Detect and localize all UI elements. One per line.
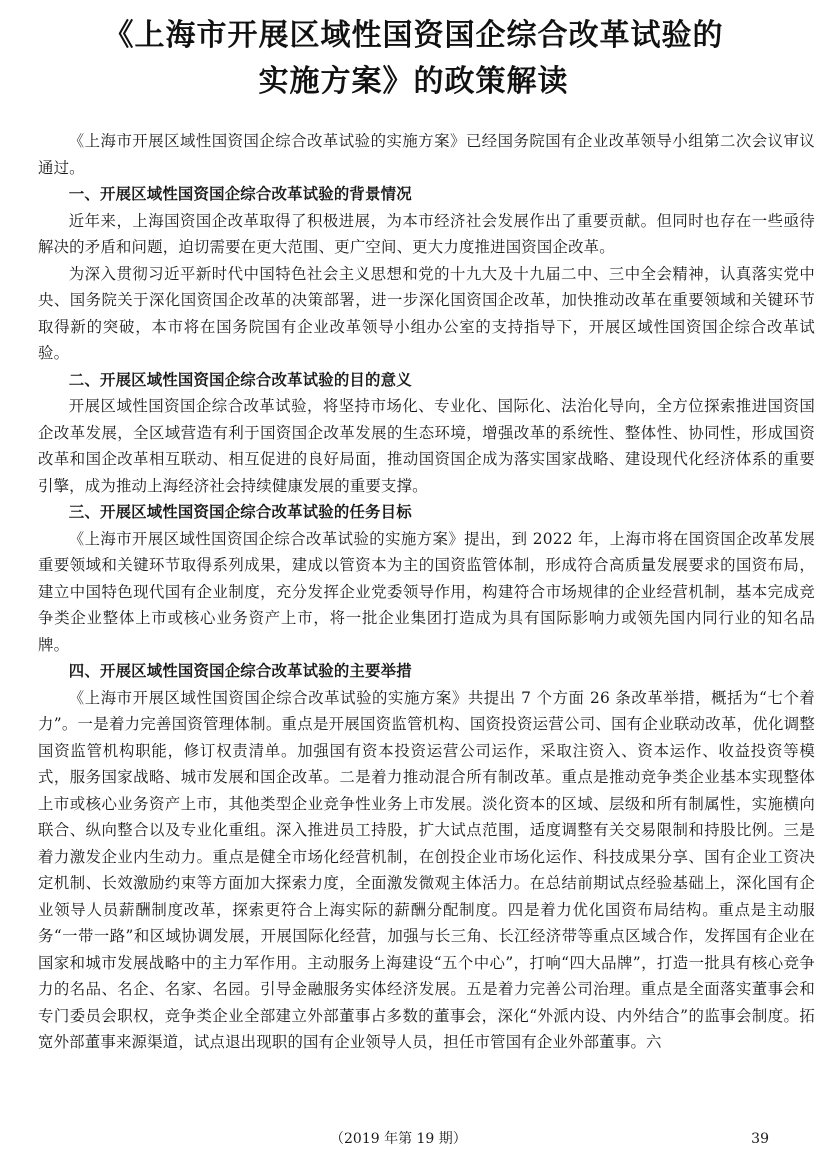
- paragraph-measures: 《上海市开展区域性国资国企综合改革试验的实施方案》共提出 7 个方面 26 条改革举措，概括为“七个着力”。一是着力完善国资管理体制。重点是开展国资监管机构、国资投资运营公司、国有企业联动改革，优化调整国资监管机构职能，修订权责清单。加强国有资本投资运营公司运作，采取注资入、资本运作、收益投资等模式，服务国家战略、城市发展和国企改革。二是着力推动混合所有制改革。重点是推动竞争类企业基本实现整体上市或核心业务资产上市，其他类型企业竞争性业务上市发展。淡化资本的区域、层级和所有制属性，实施横向联合、纵向整合以及专业化重组。深入推进员工持股，扩大试点范围，适度调整有关交易限制和持股比例。三是着力激发企业内生动力。重点是健全市场化经营机制，在创投企业市场化运作、科技成果分享、国有企业工资决定机制、长效激励约束等方面加大探索力度，全面激发微观主体活力。在总结前期试点经验基础上，深化国有企业领导人员薪酬制度改革，探索更符合上海实际的薪酬分配制度。四是着力优化国资布局结构。重点是主动服务“一带一路”和区域协调发展，开展国际化经营，加强与长三角、长江经济带等重点区域合作，发挥国有企业在国家和城市发展战略中的主力军作用。主动服务上海建设“五个中心”，打响“四大品牌”，打造一批具有核心竞争力的名品、名企、名家、名园。引导金融服务实体经济发展。五是着力完善公司治理。重点是全面落实董事会和专门委员会职权，竞争类企业全部建立外部董事占多数的董事会，深化“外派内设、内外结合”的监事会制度。拓宽外部董事来源渠道，试点退出现职的国有企业领导人员，担任市管国有企业外部董事。六: [38, 688, 815, 1051]
- paragraph-purpose: 开展区域性国资国企综合改革试验，将坚持市场化、专业化、国际化、法治化导向，全方位探索推进国资国企改革发展，全区域营造有利于国资国企改革发展的生态环境，增强改革的系统性、整体性、协同性，形成国资改革和国企改革相互联动、相互促进的良好局面，推动国资国企成为落实国家战略、建设现代化经济体系的重要引擎，成为推动上海经济社会持续健康发展的重要支撑。: [38, 397, 815, 495]
- section-heading-4: 四、开展区域性国资国企综合改革试验的主要举措: [68, 662, 412, 680]
- title-line-2: 实施方案》的政策解读: [258, 64, 569, 99]
- section-heading-3: 三、开展区域性国资国企综合改革试验的任务目标: [68, 503, 412, 521]
- paragraph-intro: 《上海市开展区域性国资国企综合改革试验的实施方案》已经国务院国有企业改革领导小组第二次会议审议通过。: [38, 132, 815, 177]
- section-heading-2: 二、开展区域性国资国企综合改革试验的目的意义: [68, 370, 412, 389]
- page-number: 39: [751, 1131, 769, 1147]
- section-heading-1: 一、开展区域性国资国企综合改革试验的背景情况: [68, 185, 412, 203]
- issue-label: （2019 年第 19 期）: [330, 1131, 467, 1147]
- paragraph-background-1: 近年来，上海国资国企改革取得了积极进展，为本市经济社会发展作出了重要贡献。但同时也存在一些亟待解决的矛盾和问题，迫切需要在更大范围、更广空间、更大力度推进国资国企改革。: [38, 211, 815, 256]
- paragraph-background-2: 为深入贯彻习近平新时代中国特色社会主义思想和党的十九大及十九届二中、三中全会精神，认真落实党中央、国务院关于深化国资国企改革的决策部署，进一步深化国资国企改革，加快推动改革在重要领域和关键环节取得新的突破，本市将在国务院国有企业改革领导小组办公室的支持指导下，开展区域性国资国企综合改革试验。: [38, 264, 815, 362]
- title-line-1: 《上海市开展区域性国资国企综合改革试验的: [103, 18, 724, 53]
- article-body: [38, 128, 815, 1056]
- page-footer: [0, 1128, 827, 1150]
- paragraph-goals: 《上海市开展区域性国资国企综合改革试验的实施方案》提出，到 2022 年，上海市将在国资国企改革发展重要领域和关键环节取得系列成果，建成以管资本为主的国资监管体制，形成符合高质量发展要求的国资布局，建立中国特色现代国有企业制度，充分发挥企业党委领导作用，构建符合市场规律的企业经营机制，基本完成竞争类企业整体上市或核心业务资产上市，将一批企业集团打造成为具有国际影响力或领先国内同行业的知名品牌。: [38, 529, 815, 654]
